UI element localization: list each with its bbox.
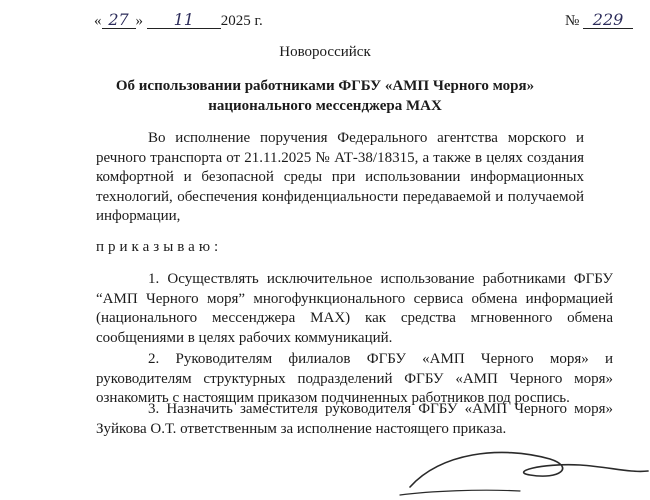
date-year: 2025 г. [220, 13, 263, 29]
date-close-quote: » [135, 13, 143, 29]
date-month: 11 [147, 12, 221, 29]
date-open-quote: « [94, 13, 102, 29]
title-line-2: национального мессенджера МАХ [208, 98, 442, 114]
intro-paragraph: Во исполнение поручения Федерального агентства морского и речного транспорта от 21.11.2025 № АТ-38/18315, а также в целях создания комфортной и безопасной среды при использовании информационных технологий, обеспечения конфиденциальности передаваемой и получаемой информации, [96, 130, 584, 224]
date-day: 27 [102, 12, 136, 29]
number-value: 229 [583, 12, 633, 29]
order-item-1: 1. Осуществлять исключительное использование работниками ФГБУ “АМП Черного моря” многофункционального сервиса обмена информацией (национального мессенджера МАХ) как средства мгновенного обмена сообщениями в целях рабочих коммуникаций. [96, 271, 613, 346]
city-name: Новороссийск [279, 44, 371, 60]
order-item-3: 3. Назначить заместителя руководителя ФГБУ «АМП Черного моря» Зуйкова О.Т. ответственным за исполнение настоящего приказа. [96, 401, 613, 437]
number-sign: № [565, 13, 580, 29]
document-number [565, 12, 633, 30]
handwritten-signature [360, 445, 650, 500]
document-title [80, 76, 570, 116]
title-line-1: Об использовании работниками ФГБУ «АМП Черного моря» [115, 78, 535, 94]
order-word: приказываю: [96, 239, 223, 255]
document-date [94, 12, 263, 30]
order-item-2: 2. Руководителям филиалов ФГБУ «АМП Черного моря» и руководителям структурных подразделений ФГБУ «АМП Черного моря» ознакомить с настоящим приказом подчиненных работников под роспись. [96, 351, 613, 406]
